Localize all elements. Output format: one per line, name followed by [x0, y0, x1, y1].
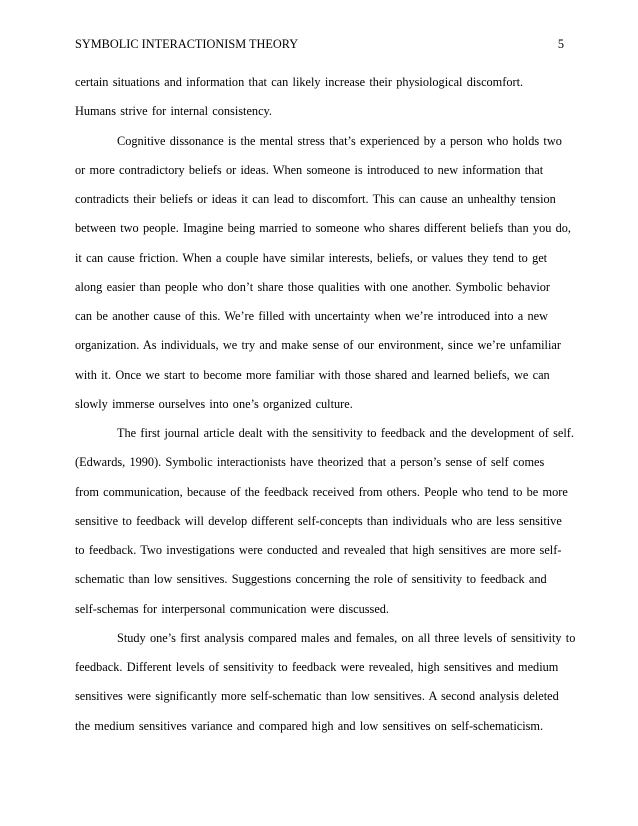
paragraph-first-line: The first journal article dealt with the sensitivity to feedback and the development of self.: [117, 426, 574, 440]
paragraph-first-line: Cognitive dissonance is the mental stress that’s experienced by a person who holds two: [117, 133, 562, 148]
body-text: [75, 72, 576, 745]
text-line: can be another cause of this. We’re filled with uncertainty when we’re introduced into a new: [75, 309, 548, 323]
text-line: (Edwards, 1990). Symbolic interactionists have theorized that a person’s sense of self comes: [75, 455, 545, 470]
text-line: from communication, because of the feedback received from others. People who tend to be more: [75, 484, 568, 499]
paragraph-first-line: Study one’s first analysis compared males and females, on all three levels of sensitivity to: [117, 630, 576, 645]
page-number: 5: [557, 37, 564, 51]
text-line: sensitive to feedback will develop different self-concepts than individuals who are less sensitive: [75, 513, 562, 528]
page-header: [75, 36, 564, 52]
text-line: certain situations and information that can likely increase their physiological discomfort.: [75, 75, 524, 89]
text-line: along easier than people who don’t share those qualities with one another. Symbolic behavior: [75, 279, 551, 294]
text-line: contradicts their beliefs or ideas it can lead to discomfort. This can cause an unhealthy tension: [75, 192, 556, 206]
text-line: sensitives were significantly more self-schematic than low sensitives. A second analysis deleted: [75, 689, 559, 704]
text-line: or more contradictory beliefs or ideas. When someone is introduced to new information that: [75, 162, 544, 177]
text-line: self-schemas for interpersonal communication were discussed.: [75, 601, 390, 616]
text-line: the medium sensitives variance and compared high and low sensitives on self-schematicism.: [75, 718, 544, 733]
text-line: feedback. Different levels of sensitivity to feedback were revealed, high sensitives and medium: [75, 660, 559, 674]
text-line: organization. As individuals, we try and make sense of our environment, since we’re unfamiliar: [75, 338, 561, 353]
running-head: SYMBOLIC INTERACTIONISM THEORY: [75, 37, 299, 51]
text-line: between two people. Imagine being married to someone who shares different beliefs than you do,: [75, 221, 572, 236]
text-line: it can cause friction. When a couple have similar interests, beliefs, or values they tend to get: [75, 250, 548, 265]
text-line: slowly immerse ourselves into one’s organized culture.: [75, 396, 353, 411]
text-line: with it. Once we start to become more familiar with those shared and learned beliefs, we can: [75, 367, 550, 382]
text-line: Humans strive for internal consistency.: [75, 104, 272, 119]
text-line: to feedback. Two investigations were conducted and revealed that high sensitives are more self-: [75, 543, 562, 557]
text-line: schematic than low sensitives. Suggestions concerning the role of sensitivity to feedback and: [75, 572, 547, 587]
